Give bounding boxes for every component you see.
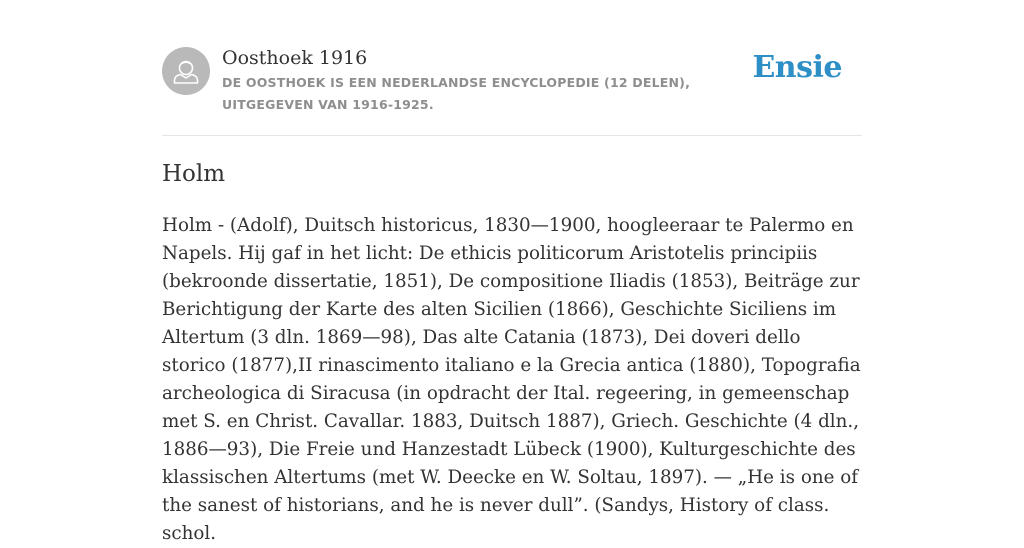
user-icon bbox=[162, 47, 210, 95]
header-divider bbox=[162, 135, 862, 136]
source-header bbox=[162, 46, 862, 116]
article-body: Holm - (Adolf), Duitsch historicus, 1830—1900, hoogleeraar te Palermo en Napels. Hij gaf in het licht: De ethicis politicorum Aristotelis principiis (bekroonde dissertatie, 1851), De compositione Iliadis (1853), Beiträge zur Berichtigung der Karte des alten Sicilien (1866), Geschichte Siciliens im Altertum (3 dln. 1869—98), Das alte Catania (1873), Dei doveri dello storico (1877),II rinascimento italiano e la Grecia antica (1880), Topografia archeologica di Siracusa (in opdracht der Ital. regeering, in gemeenschap met S. en Christ. Cavallar. 1883, Duitsch 1887), Griech. Geschichte (4 dln., 1886—93), Die Freie und Hanzestadt Lübeck (1900), Kulturgeschichte des klassischen Altertums (met W. Deecke en W. Soltau, 1897). — „He is one of the sanest of historians, and he is never dull”. (Sandys, History of class. schol. bbox=[162, 215, 861, 544]
source-title[interactable]: Oosthoek 1916 bbox=[222, 47, 368, 69]
article-title: Holm bbox=[162, 161, 226, 187]
source-description: DE OOSTHOEK IS EEN NEDERLANDSE ENCYCLOPEDIE (12 DELEN), UITGEGEVEN VAN 1916-1925. bbox=[222, 75, 691, 112]
ensie-logo-link[interactable]: Ensie bbox=[752, 50, 842, 85]
source-avatar[interactable] bbox=[162, 47, 210, 95]
